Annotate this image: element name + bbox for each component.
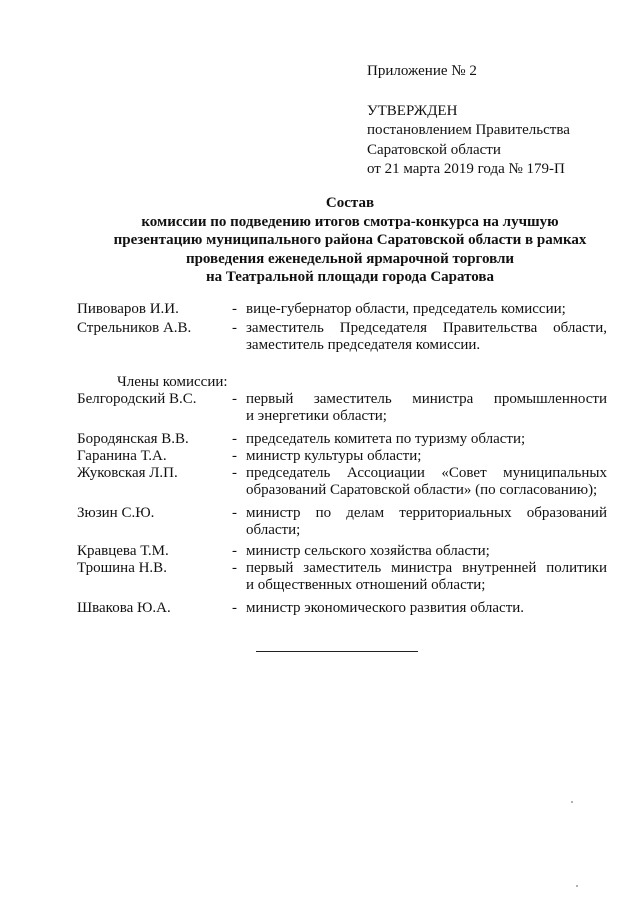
roster-row [77,320,607,354]
title-line-2: презентацию муниципального района Саратовской области в рамках [113,232,587,248]
member-name: Жуковская Л.П. [77,465,178,481]
role-line: министр по делам территориальных образований [246,505,607,521]
role-line: министр сельского хозяйства области; [246,543,490,559]
dash-separator: - [232,448,237,464]
member-role [246,465,607,499]
role-line: первый заместитель министра внутренней политики [246,560,607,576]
member-role [246,448,607,465]
dash-separator: - [232,301,237,317]
member-role [246,560,607,594]
dash-separator: - [232,600,237,616]
member-role [246,301,607,318]
roster-row [77,391,607,425]
dash-separator: - [232,391,237,407]
dash-separator: - [232,465,237,481]
approved-by-line-1: постановлением Правительства [367,122,570,138]
dash-separator: - [232,320,237,336]
closing-rule [256,651,418,652]
roster-row [77,600,607,617]
dash-separator: - [232,505,237,521]
member-name: Кравцева Т.М. [77,543,169,559]
member-role [246,320,607,354]
member-name: Бородянская В.В. [77,431,189,447]
leadership-list [77,301,607,354]
roster-row [77,448,607,465]
role-line: вице-губернатор области, председатель комиссии; [246,301,566,317]
roster-row [77,301,607,318]
roster-row [77,505,607,539]
role-line: министр экономического развития области. [246,600,525,616]
role-line: председатель комитета по туризму области; [246,431,526,447]
member-role [246,600,607,617]
scan-speck [576,885,578,887]
member-name: Белгородский В.С. [77,391,197,407]
dash-separator: - [232,543,237,559]
document-title [80,194,620,287]
title-heading: Состав [325,195,375,211]
member-role [246,543,607,560]
member-role [246,391,607,425]
spacer [367,82,627,102]
role-line: председатель Ассоциации «Совет муниципальных [246,465,607,481]
member-name: Пивоваров И.И. [77,301,179,317]
member-name: Гаранина Т.А. [77,448,167,464]
role-line: первый заместитель министра промышленности [246,391,607,407]
role-line: министр культуры области; [246,448,422,464]
member-role [246,505,607,539]
role-line: области; [246,522,301,538]
member-name: Зюзин С.Ю. [77,505,155,521]
roster-row [77,560,607,594]
role-line: и энергетики области; [246,408,387,424]
roster-row [77,543,607,560]
role-line: заместитель председателя комиссии. [246,337,481,353]
member-role [246,431,607,448]
approved-label: УТВЕРЖДЕН [367,102,458,119]
role-line: и общественных отношений области; [246,577,486,593]
members-label: Члены комиссии: [117,374,228,390]
title-line-1: комиссии по подведению итогов смотра-конкурса на лучшую [141,213,559,230]
dash-separator: - [232,560,237,576]
roster-row [77,431,607,448]
approval-block [367,62,627,180]
role-line: заместитель Председателя Правительства области, [246,320,607,336]
title-line-3: проведения еженедельной ярмарочной торговли [185,250,515,267]
member-name: Швакова Ю.А. [77,600,171,616]
dash-separator: - [232,431,237,447]
roster-row [77,465,607,499]
role-line: образований Саратовской области» (по согласованию); [246,482,598,498]
approved-by-line-2: Саратовской области [367,141,501,158]
scan-speck [571,801,573,803]
member-name: Стрельников А.В. [77,320,192,336]
approved-date: от 21 марта 2019 года № 179-П [367,161,565,177]
title-line-4: на Театральной площади города Саратова [205,269,495,285]
appendix-label: Приложение № 2 [367,63,477,79]
members-list [77,391,607,617]
member-name: Трошина Н.В. [77,560,167,576]
commission-roster [77,301,607,617]
